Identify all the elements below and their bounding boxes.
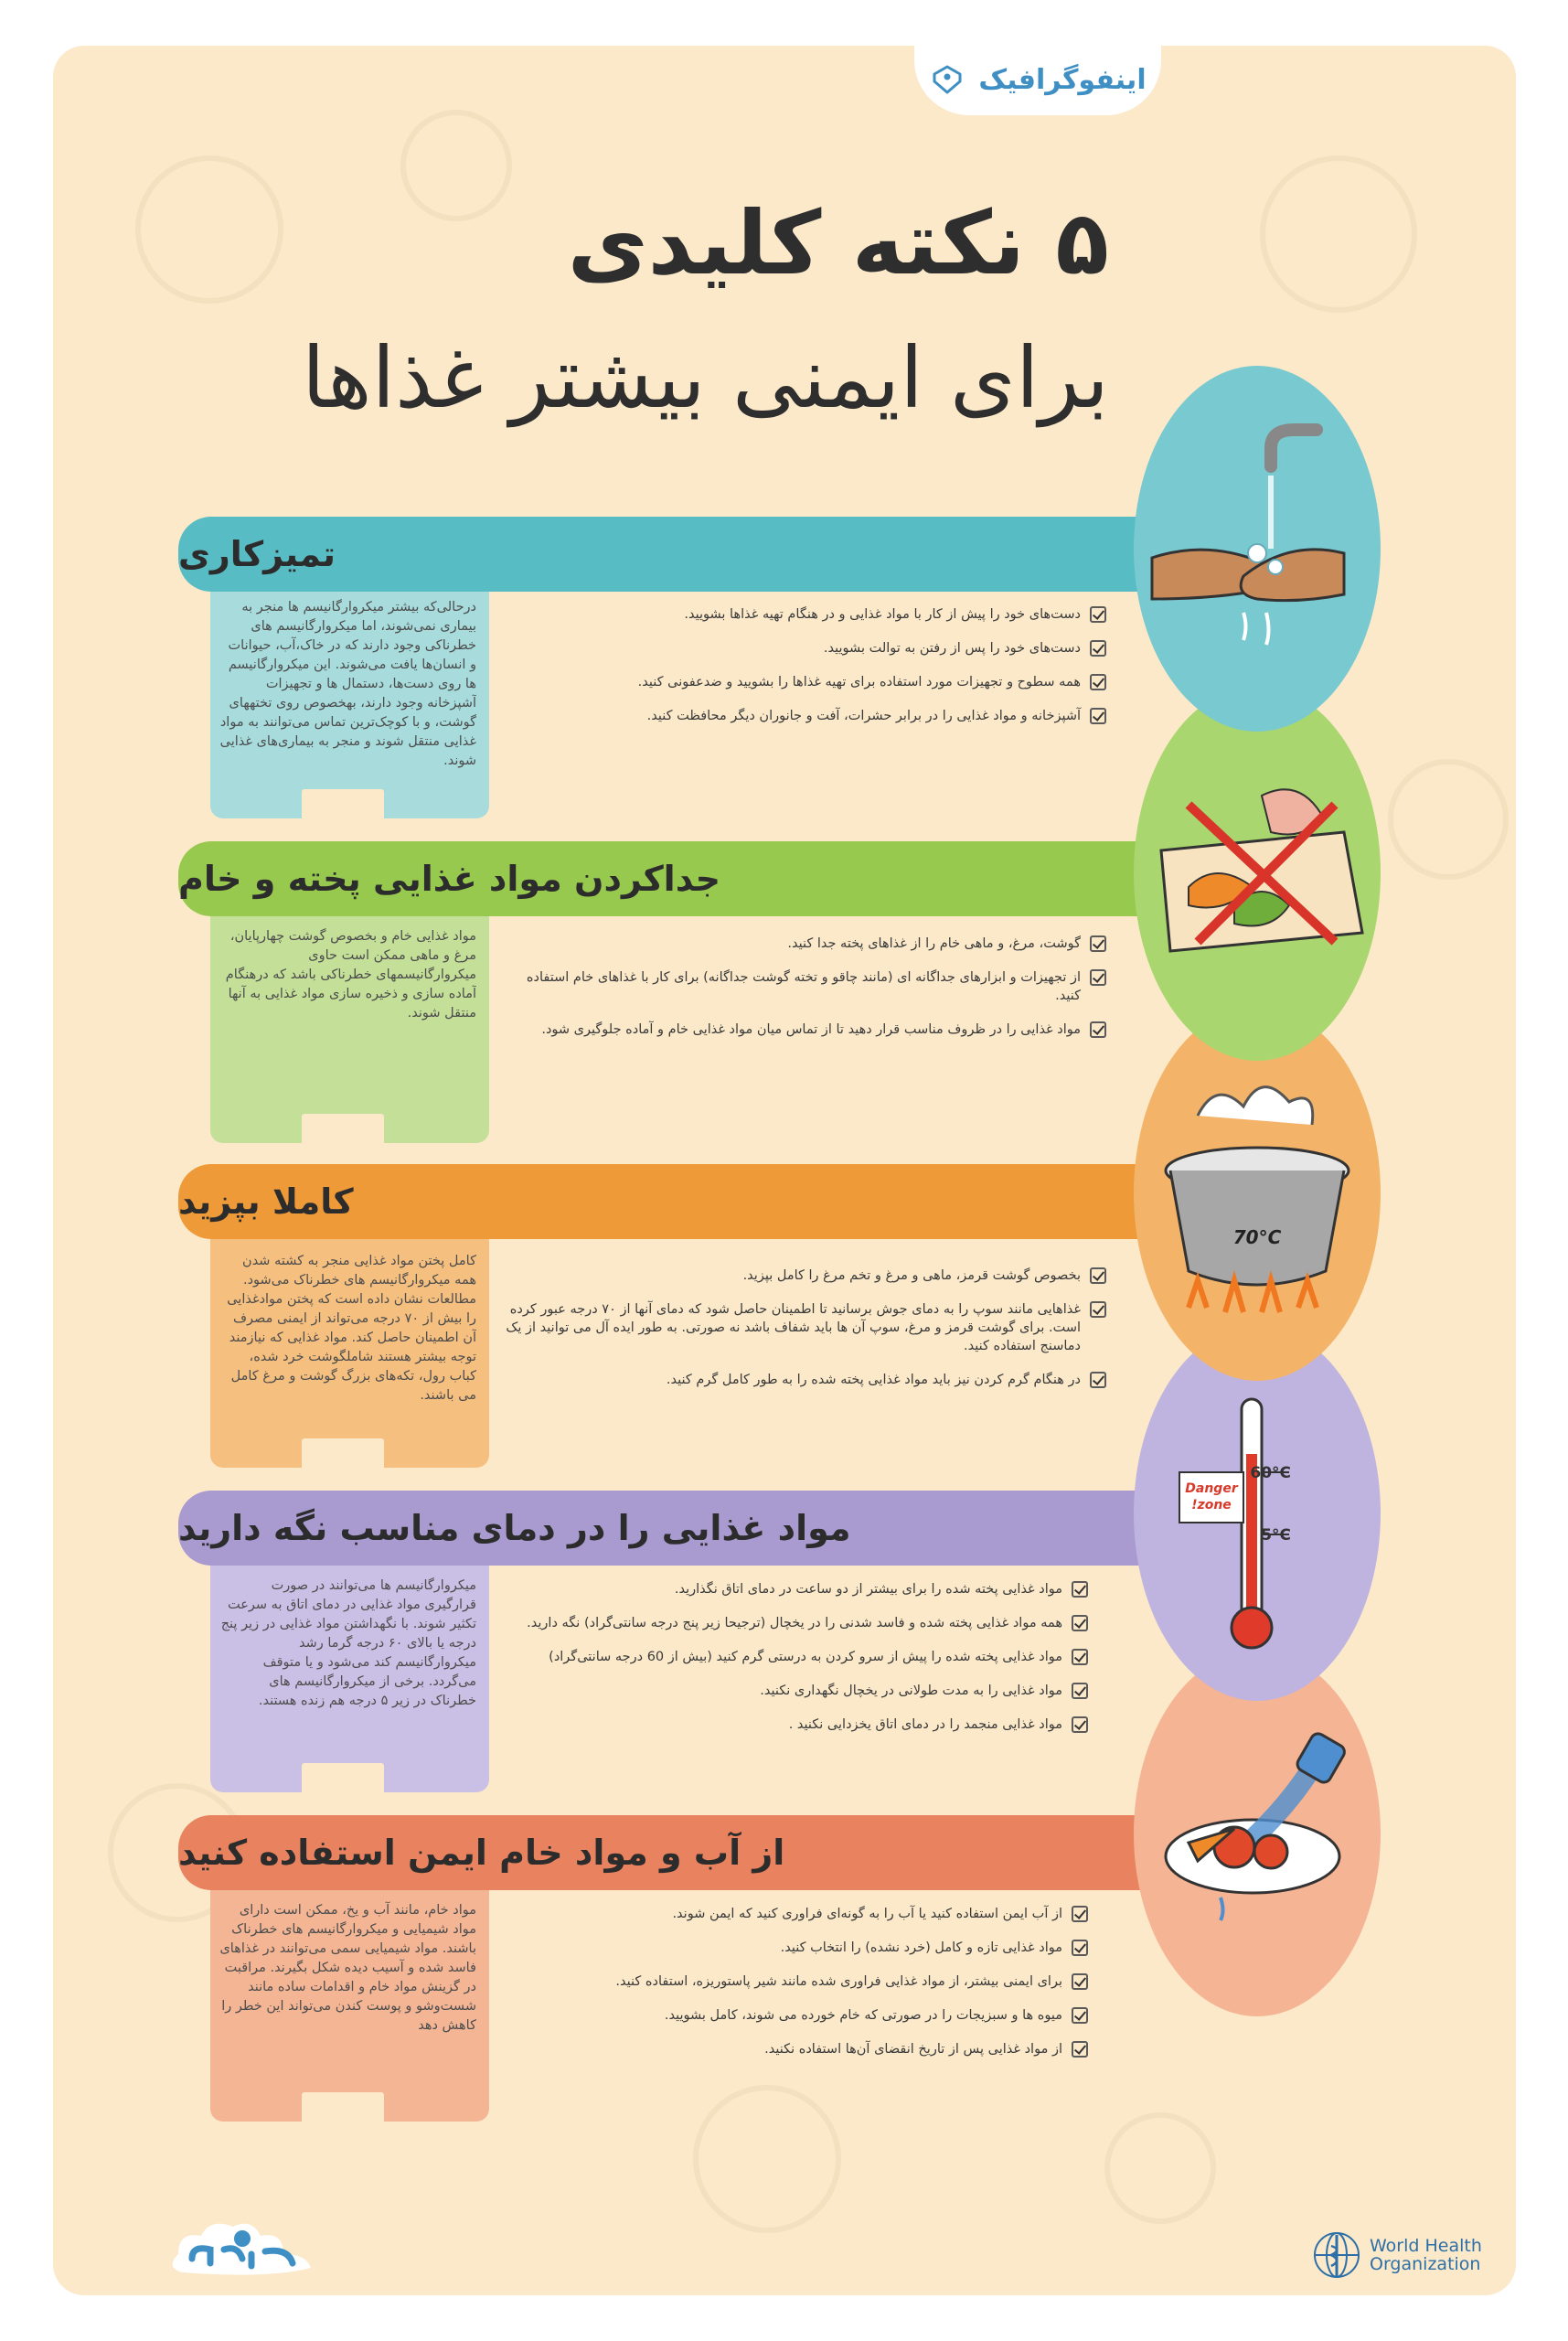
danger-zone-label-line2: zone! [1191,1498,1232,1513]
checkbox-icon [1090,606,1106,623]
section-4-side-panel [210,1564,489,1792]
checklist-item: از تجهیزات و ابزارهای جداگانه ای (مانند چاقو و تخته گوشت جداگانه) برای کار با غذاهای خام استفاده کنید. [503,968,1106,1005]
checklist-item: از مواد غذایی پس از تاریخ انقضای آن‌ها استفاده نکنید. [485,2040,1088,2058]
section-2-side-panel [210,914,489,1143]
water-vegetables-illustration [1134,1651,1381,2016]
background-doodle [693,2085,841,2233]
checkbox-icon [1090,640,1106,657]
separate-foods-illustration [1134,686,1381,1061]
checkbox-icon [1090,1301,1106,1318]
section-3-checklist [503,1267,1106,1405]
temp-high-label: 60°C [1250,1464,1291,1482]
page-title: ۵ نکته کلیدی [567,192,1109,294]
section-1-side-text: درحالی‌که بیشتر میکروارگانیسم ها منجر به بیماری نمی‌شوند، اما میکروارگانیسم های خطرناکی وجود دارند که در خاک،آب، حیوانات و انسان‌ها یافت می‌شوند. این میکروارگانیسم ها روی دست‌ها، دستمال ها و تجهیزات آشپزخانه وجود دارند، بهخصوص روی تختههای گوشت، و با کوچک‌ترین تماس می‌توانند به مواد غذایی منتقل شوند و منجر به بیماری‌های غذایی شوند. [219,600,476,768]
checkbox-icon [1072,1581,1088,1598]
checklist-item: غذاهایی مانند سوپ را به دمای جوش برسانید تا اطمینان حاصل شود که دمای آنها از ۷۰ درجه عبور کرده است. برای گوشت قرمز و مرغ، سوپ آن ها باید شفاف باشد نه صورتی. به طور ایده آل می توانید از یک دماسنج استفاده کنید. [503,1300,1106,1355]
danger-zone-label-line1: Danger [1185,1481,1238,1496]
checkbox-icon [1090,1267,1106,1284]
darmankade-logo [160,2213,334,2286]
hand-washing-illustration [1134,366,1381,732]
section-4-banner [178,1491,1166,1566]
section-4-side-text: میکروارگانیسم ها می‌توانند در صورت قرارگیری مواد غذایی در دمای اتاق به سرعت تکثیر شوند. با نگهداشتن مواد غذایی در زیر پنج درجه یا بالای ۶۰ درجه گرما رشد میکروارگانیسم کند می‌شود و یا متوقف می‌گردد. برخی از میکروارگانیسم های خطرناک در زیر ۵ درجه هم زنده هستند. [220,1578,476,1708]
section-5-banner [178,1815,1166,1890]
checklist-item: دست‌های خود را پس از رفتن به توالت بشویید. [503,639,1106,657]
checklist-item: مواد غذایی تازه و کامل (خرد نشده) را انتخاب کنید. [485,1939,1088,1957]
background-doodle [135,155,283,304]
tag-icon [929,61,965,98]
background-doodle [1388,759,1509,880]
checklist-item: مواد غذایی پخته شده را پیش از سرو کردن به درستی گرم کنید (بیش از 60 درجه سانتی‌گراد) [485,1648,1088,1666]
checkbox-icon [1072,2041,1088,2058]
panel-notch [302,1763,384,1792]
who-line-2: Organization [1370,2254,1481,2274]
panel-notch [302,1438,384,1468]
checkbox-icon [1072,1649,1088,1665]
section-3-title: کاملا بپزید [178,1181,354,1222]
background-doodle [1260,155,1417,313]
section-4-checklist [485,1580,1088,1749]
checklist-item: در هنگام گرم کردن نیز باید مواد غذایی پخته شده را به طور کامل گرم کنید. [503,1371,1106,1389]
checkbox-icon [1072,1615,1088,1631]
section-2-title: جداکردن مواد غذایی پخته و خام [178,859,721,899]
section-1-checklist [503,605,1106,741]
section-1-title: تمیزکاری [178,534,336,574]
checklist-item: دست‌های خود را پیش از کار با مواد غذایی و در هنگام تهیه غذاها بشویید. [503,605,1106,624]
checkbox-icon [1072,2007,1088,2024]
section-5-title: از آب و مواد خام ایمن استفاده کنید [178,1833,785,1873]
checkbox-icon [1090,1372,1106,1388]
checkbox-icon [1072,1716,1088,1733]
illustration-oval-1 [1134,366,1381,732]
pot-temperature-label: 70°C [1232,1226,1282,1248]
thermometer-illustration [1134,1326,1381,1701]
section-5-checklist [485,1905,1088,2074]
checklist-item: همه سطوح و تجهیزات مورد استفاده برای تهیه غذاها را بشویید و ضدعفونی کنید. [503,673,1106,691]
panel-notch [302,1114,384,1143]
illustration-oval-4 [1134,1326,1381,1701]
background-doodle [400,110,512,221]
panel-notch [302,2092,384,2122]
panel-notch [302,789,384,818]
temp-low-label: 5°C [1261,1526,1291,1545]
section-1-banner [178,517,1166,592]
illustration-oval-5 [1134,1651,1381,2016]
section-3-side-text: کامل پختن مواد غذایی منجر به کشته شدن همه میکروارگانیسم های خطرناک می‌شود. مطالعات نشان داده است که پختن موادغذایی را بیش از ۷۰ درجه می‌تواند از ایمنی مصرف آن اطمینان حاصل کند. مواد غذایی که نیازمند توجه بیشتر هستند شاملگوشت خرد شده، کباب رول، تکه‌های بزرگ گوشت و مرغ کامل می باشند. [227,1254,476,1403]
infographic-tab [914,44,1161,115]
section-3-banner [178,1164,1166,1239]
checkbox-icon [1072,1683,1088,1699]
checkbox-icon [1072,1906,1088,1922]
who-line-1: World Health [1370,2236,1482,2256]
page-subtitle: برای ایمنی بیشتر غذاها [302,329,1109,427]
checkbox-icon [1090,969,1106,986]
checklist-item: مواد غذایی را به مدت طولانی در یخچال نگهداری نکنید. [485,1682,1088,1700]
checklist-item: مواد غذایی منجمد را در دمای اتاق یخزدایی نکنید . [485,1716,1088,1734]
checklist-item: گوشت، مرغ، و ماهی خام را از غذاهای پخته جدا کنید. [503,935,1106,953]
illustration-oval-3 [1134,1006,1381,1381]
illustration-oval-2 [1134,686,1381,1061]
section-4-title: مواد غذایی را در دمای مناسب نگه دارید [178,1508,851,1548]
section-2-checklist [503,935,1106,1054]
checklist-item: میوه ها و سبزیجات را در صورتی که خام خورده می شوند، کامل بشویید. [485,2006,1088,2025]
section-2-side-text: مواد غذایی خام و بخصوص گوشت چهارپایان، مرغ و ماهی ممکن است حاوی میکروارگانیسمهای خطرناکی باشد که درهنگام آماده سازی و ذخیره سازی مواد غذایی به آنها منتقل شوند. [225,929,476,1021]
section-3-side-panel [210,1239,489,1468]
who-emblem-icon [1311,2229,1362,2281]
checkbox-icon [1090,1021,1106,1038]
checkbox-icon [1090,708,1106,724]
section-5-side-panel [210,1888,489,2122]
who-logo [1311,2229,1482,2281]
checkbox-icon [1090,935,1106,952]
checklist-item: از آب ایمن استفاده کنید یا آب را به گونه‌ای فراوری کنید که ایمن شوند. [485,1905,1088,1923]
checklist-item: مواد غذایی را در ظروف مناسب قرار دهید تا از تماس میان مواد غذایی خام و آماده جلوگیری شود. [503,1021,1106,1039]
checklist-item: برای ایمنی بیشتر، از مواد غذایی فراوری شده مانند شیر پاستوریزه، استفاده کنید. [485,1972,1088,1991]
checkbox-icon [1072,1973,1088,1990]
section-5-side-text: مواد خام، مانند آب و یخ، ممکن است دارای مواد شیمیایی و میکروارگانیسم های خطرناک باشند. مواد شیمیایی سمی می‌توانند در غذاهای فاسد شده و آسیب دیده شکل بگیرند. مراقبت در گزینش مواد خام و اقدامات ساده مانند شست‌وشو و پوست کندن می‌تواند این خطر را کاهش دهد [219,1903,476,2033]
checklist-item: مواد غذایی پخته شده را برای بیشتر از دو ساعت در دمای اتاق نگذارید. [485,1580,1088,1598]
cooking-pot-illustration [1134,1006,1381,1381]
checkbox-icon [1090,674,1106,690]
background-doodle [1104,2112,1216,2224]
checklist-item: بخصوص گوشت قرمز، ماهی و مرغ و تخم مرغ را کامل بپزید. [503,1267,1106,1285]
section-1-side-panel [210,585,489,818]
section-2-banner [178,841,1166,916]
checkbox-icon [1072,1940,1088,1956]
checklist-item: آشپزخانه و مواد غذایی را در برابر حشرات، آفت و جانوران دیگر محافظت کنید. [503,707,1106,725]
tab-label: اینفوگرافیک [978,63,1147,96]
checklist-item: همه مواد غذایی پخته شده و فاسد شدنی را در یخچال (ترجیحا زیر پنج درجه سانتی‌گراد) نگه دارید. [485,1614,1088,1632]
